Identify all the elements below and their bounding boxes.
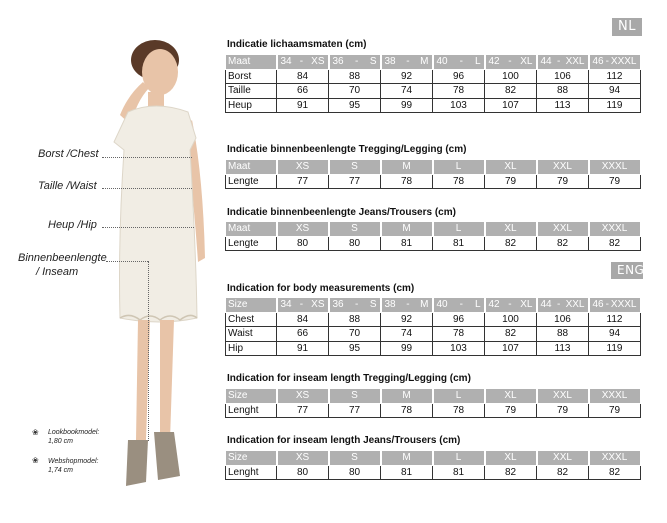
table-row — [226, 98, 641, 113]
chest-label: Borst /Chest — [38, 148, 99, 160]
row-label-cell: Lenght — [226, 403, 277, 418]
hip-guide-line — [102, 227, 194, 228]
size-header-cell — [381, 55, 433, 70]
hip-label: Heup /Hip — [48, 219, 97, 231]
size-separator: - — [355, 56, 359, 68]
size-number: 34 — [280, 299, 292, 311]
value-cell: 78 — [433, 403, 485, 418]
value-cell: 78 — [433, 174, 485, 189]
value-cell: 100 — [485, 69, 537, 84]
value-cell: 99 — [381, 98, 433, 113]
value-cell: 103 — [433, 98, 485, 113]
table-row — [226, 465, 641, 480]
size-header-cell: M — [381, 160, 433, 175]
size-header-cell: XL — [485, 222, 537, 237]
size-letter: XXXL — [610, 56, 637, 68]
size-header-cell: XXXL — [589, 222, 641, 237]
size-header-cell: XXXL — [589, 451, 641, 466]
size-separator: - — [556, 299, 561, 311]
row-label-cell: Heup — [226, 98, 277, 113]
value-cell: 77 — [329, 403, 381, 418]
size-header-cell: S — [329, 451, 381, 466]
size-header-cell: XXL — [537, 389, 589, 404]
size-header-cell — [537, 298, 589, 313]
size-letter: XS — [311, 299, 325, 311]
size-header-cell: XS — [277, 222, 329, 237]
value-cell: 92 — [381, 312, 433, 327]
en-tregging-title: Indication for inseam length Tregging/Legging (cm) — [227, 373, 471, 384]
value-cell: 107 — [485, 98, 537, 113]
size-header-cell: M — [381, 451, 433, 466]
nl-tregging-inseam-table — [225, 159, 642, 189]
value-cell: 82 — [485, 327, 537, 342]
nl-body-title: Indicatie lichaamsmaten (cm) — [227, 39, 367, 50]
size-header-cell: XXL — [537, 160, 589, 175]
size-header-cell — [329, 298, 381, 313]
size-letter: XXL — [565, 299, 585, 311]
model-figure — [0, 0, 225, 523]
inseam-label-line2: / Inseam — [36, 266, 79, 278]
size-header-cell — [381, 298, 433, 313]
row-label-cell: Taille — [226, 84, 277, 99]
flower-icon: ❀ — [32, 428, 39, 437]
table-row — [226, 327, 641, 342]
value-cell: 79 — [589, 174, 641, 189]
value-cell: 94 — [589, 84, 641, 99]
value-cell: 82 — [485, 236, 537, 251]
size-letter: S — [369, 56, 377, 68]
value-cell: 80 — [329, 465, 381, 480]
size-header-cell — [277, 55, 329, 70]
value-cell: 80 — [277, 236, 329, 251]
value-cell: 79 — [589, 403, 641, 418]
waist-label: Taille /Waist — [38, 180, 97, 192]
size-letter: XS — [311, 56, 325, 68]
value-cell: 88 — [537, 327, 589, 342]
value-cell: 70 — [329, 327, 381, 342]
value-cell: 79 — [485, 403, 537, 418]
row-label-cell: Lenght — [226, 465, 277, 480]
nl-tregging-title: Indicatie binnenbeenlengte Tregging/Legging (cm) — [227, 144, 467, 155]
value-cell: 81 — [381, 236, 433, 251]
size-number: 38 — [384, 299, 396, 311]
value-cell: 70 — [329, 84, 381, 99]
header-label-cell: Size — [226, 298, 277, 313]
value-cell: 88 — [329, 312, 381, 327]
size-header-cell: XXXL — [589, 160, 641, 175]
value-cell: 100 — [485, 312, 537, 327]
size-letter: S — [369, 299, 377, 311]
table-header-row — [226, 298, 641, 313]
table-header-row — [226, 55, 641, 70]
size-separator: - — [299, 56, 304, 68]
size-number: 36 — [332, 299, 344, 311]
value-cell: 95 — [329, 341, 381, 356]
en-jeans-inseam-table — [225, 450, 642, 480]
size-letter: XL — [520, 299, 533, 311]
nl-jeans-title: Indicatie binnenbeenlengte Jeans/Trousers (cm) — [227, 207, 456, 218]
size-separator: - — [406, 299, 410, 311]
size-header-cell: L — [433, 389, 485, 404]
value-cell: 96 — [433, 312, 485, 327]
size-separator: - — [459, 56, 463, 68]
size-number: 36 — [332, 56, 344, 68]
table-header-row — [226, 451, 641, 466]
row-label-cell: Borst — [226, 69, 277, 84]
size-header-cell: XL — [485, 451, 537, 466]
value-cell: 81 — [381, 465, 433, 480]
en-body-measurements-table — [225, 297, 642, 356]
size-header-cell: L — [433, 160, 485, 175]
table-row — [226, 174, 641, 189]
waist-guide-line — [102, 188, 192, 189]
value-cell: 82 — [589, 465, 641, 480]
size-header-cell: XXL — [537, 451, 589, 466]
size-header-cell: XS — [277, 451, 329, 466]
size-header-cell — [485, 298, 537, 313]
size-header-cell: XL — [485, 160, 537, 175]
value-cell: 112 — [589, 69, 641, 84]
value-cell: 78 — [381, 174, 433, 189]
value-cell: 88 — [329, 69, 381, 84]
size-separator: - — [406, 56, 410, 68]
lookbook-model-note: Lookbookmodel: 1,80 cm — [48, 429, 100, 445]
value-cell: 79 — [485, 174, 537, 189]
table-header-row — [226, 222, 641, 237]
value-cell: 112 — [589, 312, 641, 327]
value-cell: 91 — [277, 341, 329, 356]
row-label-cell: Waist — [226, 327, 277, 342]
chest-guide-line — [102, 157, 192, 158]
value-cell: 77 — [329, 174, 381, 189]
size-number: 34 — [280, 56, 292, 68]
size-letter: XXL — [565, 56, 585, 68]
value-cell: 96 — [433, 69, 485, 84]
value-cell: 78 — [433, 327, 485, 342]
value-cell: 82 — [589, 236, 641, 251]
size-separator: - — [556, 56, 561, 68]
size-letter: XXXL — [610, 299, 637, 311]
value-cell: 74 — [381, 84, 433, 99]
language-badge-nl: NL — [612, 18, 642, 36]
table-row — [226, 69, 641, 84]
value-cell: 80 — [277, 465, 329, 480]
en-jeans-title: Indication for inseam length Jeans/Trousers (cm) — [227, 435, 461, 446]
value-cell: 106 — [537, 312, 589, 327]
size-header-cell: S — [329, 160, 381, 175]
size-number: 40 — [436, 56, 448, 68]
value-cell: 77 — [277, 403, 329, 418]
value-cell: 77 — [277, 174, 329, 189]
value-cell: 92 — [381, 69, 433, 84]
en-tregging-inseam-table — [225, 388, 642, 418]
size-header-cell: L — [433, 451, 485, 466]
table-header-row — [226, 160, 641, 175]
size-letter: L — [474, 56, 481, 68]
row-label-cell: Chest — [226, 312, 277, 327]
size-header-cell: XXXL — [589, 389, 641, 404]
flower-icon: ❀ — [32, 456, 39, 465]
value-cell: 103 — [433, 341, 485, 356]
size-number: 44 — [540, 299, 552, 311]
value-cell: 79 — [537, 403, 589, 418]
value-cell: 79 — [537, 174, 589, 189]
size-header-cell: S — [329, 222, 381, 237]
header-label-cell: Maat — [226, 55, 277, 70]
size-header-cell — [433, 55, 485, 70]
value-cell: 99 — [381, 341, 433, 356]
size-header-cell — [433, 298, 485, 313]
table-row — [226, 312, 641, 327]
value-cell: 106 — [537, 69, 589, 84]
table-row — [226, 84, 641, 99]
value-cell: 84 — [277, 312, 329, 327]
size-number: 42 — [488, 299, 500, 311]
size-header-cell — [485, 55, 537, 70]
size-separator: - — [605, 299, 609, 311]
inseam-guide-line — [106, 261, 148, 262]
size-header-cell — [589, 298, 641, 313]
size-header-cell — [329, 55, 381, 70]
size-separator: - — [459, 299, 463, 311]
size-header-cell: XS — [277, 160, 329, 175]
en-body-title: Indication for body measurements (cm) — [227, 283, 415, 294]
table-header-row — [226, 389, 641, 404]
value-cell: 113 — [537, 98, 589, 113]
value-cell: 66 — [277, 327, 329, 342]
table-row — [226, 341, 641, 356]
row-label-cell: Hip — [226, 341, 277, 356]
header-label-cell: Size — [226, 389, 277, 404]
nl-jeans-inseam-table — [225, 221, 642, 251]
value-cell: 119 — [589, 98, 641, 113]
size-number: 46 — [592, 56, 604, 68]
table-row — [226, 403, 641, 418]
value-cell: 82 — [537, 465, 589, 480]
value-cell: 81 — [433, 465, 485, 480]
size-separator: - — [508, 299, 512, 311]
value-cell: 91 — [277, 98, 329, 113]
header-label-cell: Maat — [226, 160, 277, 175]
size-letter: L — [474, 299, 481, 311]
value-cell: 78 — [433, 84, 485, 99]
size-header-cell: XS — [277, 389, 329, 404]
value-cell: 66 — [277, 84, 329, 99]
inseam-vertical-line — [148, 261, 149, 441]
value-cell: 119 — [589, 341, 641, 356]
size-header-cell — [537, 55, 589, 70]
value-cell: 81 — [433, 236, 485, 251]
value-cell: 94 — [589, 327, 641, 342]
value-cell: 113 — [537, 341, 589, 356]
table-row — [226, 236, 641, 251]
size-letter: M — [420, 299, 429, 311]
value-cell: 84 — [277, 69, 329, 84]
value-cell: 82 — [485, 465, 537, 480]
size-header-cell: S — [329, 389, 381, 404]
size-header-cell — [589, 55, 641, 70]
language-badge-eng: ENG — [611, 262, 643, 279]
size-header-cell — [277, 298, 329, 313]
value-cell: 80 — [329, 236, 381, 251]
value-cell: 88 — [537, 84, 589, 99]
size-separator: - — [508, 56, 512, 68]
value-cell: 74 — [381, 327, 433, 342]
value-cell: 95 — [329, 98, 381, 113]
row-label-cell: Lengte — [226, 174, 277, 189]
size-header-cell: M — [381, 222, 433, 237]
size-header-cell: XXL — [537, 222, 589, 237]
size-number: 46 — [592, 299, 604, 311]
nl-body-measurements-table — [225, 54, 642, 113]
size-header-cell: M — [381, 389, 433, 404]
size-number: 44 — [540, 56, 552, 68]
value-cell: 82 — [485, 84, 537, 99]
size-header-cell: L — [433, 222, 485, 237]
size-separator: - — [355, 299, 359, 311]
size-number: 40 — [436, 299, 448, 311]
size-header-cell: XL — [485, 389, 537, 404]
header-label-cell: Maat — [226, 222, 277, 237]
row-label-cell: Lengte — [226, 236, 277, 251]
size-number: 42 — [488, 56, 500, 68]
size-separator: - — [605, 56, 609, 68]
webshop-model-note: Webshopmodel: 1,74 cm — [48, 458, 99, 474]
value-cell: 78 — [381, 403, 433, 418]
size-number: 38 — [384, 56, 396, 68]
inseam-label-line1: Binnenbeenlengte — [18, 252, 107, 264]
size-letter: XL — [520, 56, 533, 68]
size-separator: - — [299, 299, 304, 311]
value-cell: 82 — [537, 236, 589, 251]
size-letter: M — [420, 56, 429, 68]
header-label-cell: Size — [226, 451, 277, 466]
value-cell: 107 — [485, 341, 537, 356]
